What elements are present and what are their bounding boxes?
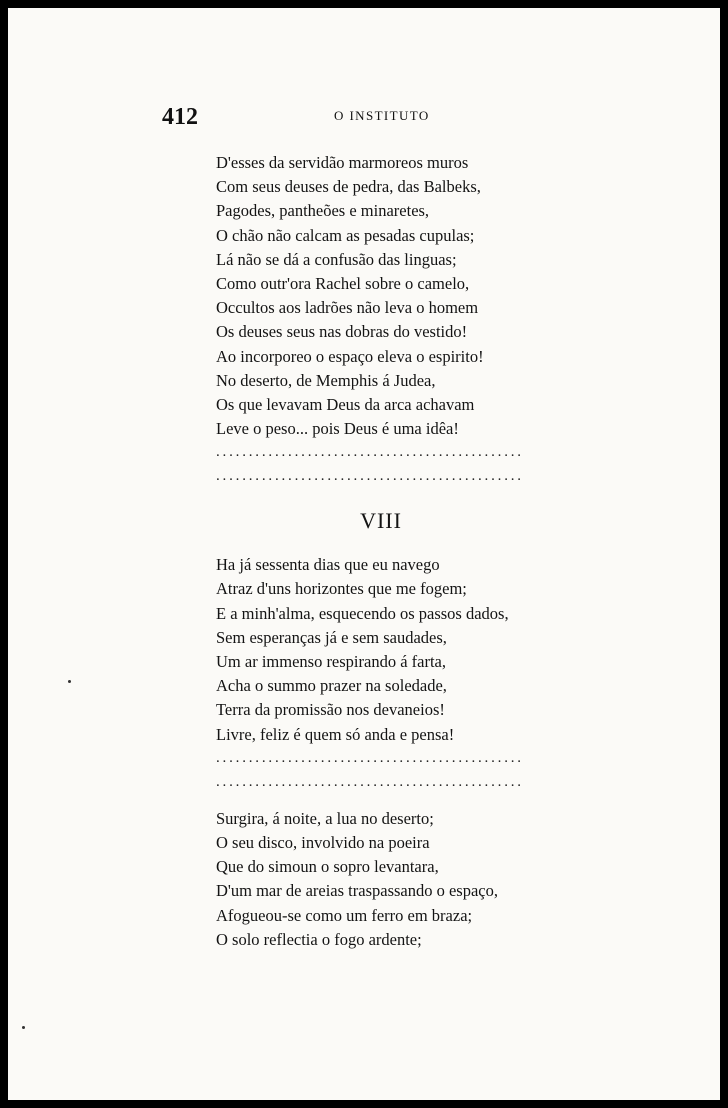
stanza-2 — [216, 553, 576, 747]
verse-line: Acha o summo prazer na soledade, — [216, 676, 447, 696]
verse-line: O chão não calcam as pesadas cupulas; — [216, 225, 475, 245]
stanza-1 — [216, 151, 576, 441]
verse-line: Como outr'ora Rachel sobre o camelo, — [216, 273, 470, 293]
verse-line: D'esses da servidão marmoreos muros — [216, 153, 469, 172]
section-title: VIII — [360, 508, 402, 534]
verse-line: Atraz d'uns horizontes que me fogem; — [216, 579, 467, 599]
verse-line: Afogueou-se como um ferro em braza; — [216, 905, 473, 925]
ellipsis-line: ............................................... — [216, 773, 524, 790]
ellipsis-line: ............................................... — [216, 749, 524, 766]
paper-speck — [68, 680, 71, 683]
verse-line: Lá não se dá a confusão das linguas; — [216, 249, 457, 269]
verse-line: Pagodes, pantheões e minaretes, — [216, 201, 430, 221]
verse-line: Leve o peso... pois Deus é uma idêa! — [216, 419, 459, 439]
verse-line: Livre, feliz é quem só anda e pensa! — [216, 724, 455, 744]
verse-line: Ha já sessenta dias que eu navego — [216, 555, 440, 575]
book-page — [8, 8, 720, 1100]
verse-line: Surgira, á noite, a lua no deserto; — [216, 808, 434, 828]
verse-line: D'um mar de areias traspassando o espaço, — [216, 881, 498, 901]
verse-line: Ao incorporeo o espaço eleva o espirito! — [216, 346, 484, 366]
page-header — [162, 106, 622, 128]
verse-line: O solo reflectia o fogo ardente; — [216, 929, 422, 949]
paper-speck — [22, 1026, 25, 1029]
verse-line: Sem esperanças já e sem saudades, — [216, 627, 447, 647]
stanza-3 — [216, 807, 576, 952]
verse-line: Terra da promissão nos devaneios! — [216, 700, 445, 720]
verse-line: Que do simoun o sopro levantara, — [216, 857, 439, 877]
poem-body — [216, 151, 576, 952]
running-title: O INSTITUTO — [334, 108, 430, 123]
verse-line: Os que levavam Deus da arca achavam — [216, 394, 475, 414]
verse-line: O seu disco, involvido na poeira — [216, 832, 430, 852]
ellipsis-line: ............................................... — [216, 468, 524, 485]
ellipsis-line: ............................................... — [216, 444, 524, 461]
verse-line: Com seus deuses de pedra, das Balbeks, — [216, 177, 481, 197]
page-number: 412 — [162, 104, 198, 130]
verse-line: E a minh'alma, esquecendo os passos dados, — [216, 603, 509, 623]
verse-line: Occultos aos ladrões não leva o homem — [216, 298, 479, 318]
show-through-text — [568, 136, 718, 400]
verse-line: Um ar immenso respirando á farta, — [216, 652, 447, 671]
verse-line: Os deuses seus nas dobras do vestido! — [216, 322, 468, 342]
verse-line: No deserto, de Memphis á Judea, — [216, 370, 436, 390]
